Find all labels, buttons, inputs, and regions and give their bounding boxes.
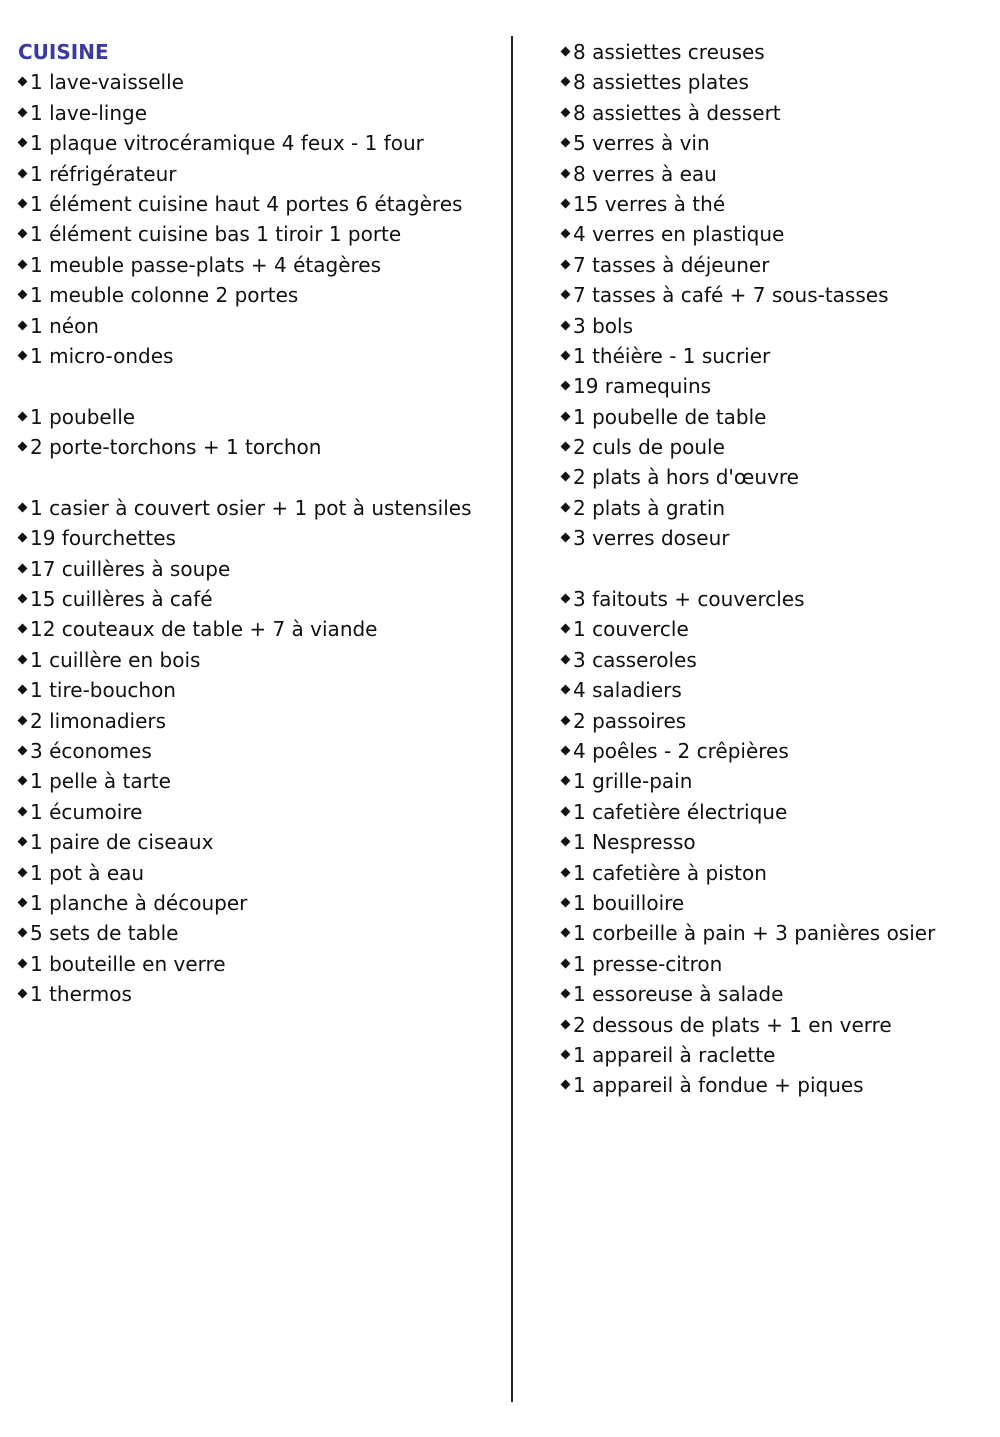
diamond-bullet-icon bbox=[561, 837, 571, 847]
list-item bbox=[561, 98, 991, 128]
list-item-text: 1 cuillère en bois bbox=[30, 647, 201, 672]
list-item bbox=[561, 523, 991, 553]
list-item-text: 3 économes bbox=[30, 738, 152, 763]
diamond-bullet-icon bbox=[18, 685, 28, 695]
left-column bbox=[18, 37, 503, 1010]
diamond-bullet-icon bbox=[18, 138, 28, 148]
list-item bbox=[561, 1070, 991, 1100]
diamond-bullet-icon bbox=[561, 442, 571, 452]
list-item-text: 12 couteaux de table + 7 à viande bbox=[30, 617, 378, 642]
list-item bbox=[561, 645, 991, 675]
list-item-text: 7 tasses à déjeuner bbox=[573, 252, 770, 277]
list-item bbox=[18, 736, 503, 766]
diamond-bullet-icon bbox=[18, 107, 28, 117]
list-item-text: 2 dessous de plats + 1 en verre bbox=[573, 1012, 892, 1037]
list-item-text: 1 corbeille à pain + 3 panières osier bbox=[573, 921, 936, 946]
list-spacer bbox=[561, 554, 991, 584]
list-item-text: 2 passoires bbox=[573, 708, 687, 733]
diamond-bullet-icon bbox=[561, 290, 571, 300]
left-inventory-list bbox=[18, 67, 503, 1009]
list-item bbox=[18, 341, 503, 371]
list-item-text: 1 casier à couvert osier + 1 pot à ustensiles bbox=[30, 495, 472, 520]
list-item bbox=[561, 67, 991, 97]
diamond-bullet-icon bbox=[561, 1080, 571, 1090]
diamond-bullet-icon bbox=[18, 958, 28, 968]
diamond-bullet-icon bbox=[18, 502, 28, 512]
list-item bbox=[561, 462, 991, 492]
list-item bbox=[18, 827, 503, 857]
list-item-text: 19 ramequins bbox=[573, 374, 712, 399]
list-item bbox=[18, 250, 503, 280]
list-item-text: 2 culs de poule bbox=[573, 435, 725, 460]
list-item bbox=[561, 706, 991, 736]
list-item bbox=[561, 1040, 991, 1070]
diamond-bullet-icon bbox=[18, 199, 28, 209]
diamond-bullet-icon bbox=[561, 867, 571, 877]
list-item bbox=[561, 797, 991, 827]
list-item-text: 4 saladiers bbox=[573, 678, 682, 703]
list-item bbox=[561, 614, 991, 644]
diamond-bullet-icon bbox=[18, 806, 28, 816]
list-item bbox=[18, 918, 503, 948]
diamond-bullet-icon bbox=[18, 715, 28, 725]
list-spacer bbox=[18, 462, 503, 492]
list-item bbox=[561, 219, 991, 249]
list-item-text: 8 verres à eau bbox=[573, 161, 717, 186]
list-item bbox=[561, 37, 991, 67]
list-item bbox=[18, 584, 503, 614]
list-item bbox=[561, 858, 991, 888]
list-item-text: 17 cuillères à soupe bbox=[30, 556, 231, 581]
list-item-text: 1 Nespresso bbox=[573, 830, 696, 855]
list-item bbox=[18, 432, 503, 462]
diamond-bullet-icon bbox=[18, 989, 28, 999]
list-item-text: 8 assiettes creuses bbox=[573, 40, 765, 64]
list-item bbox=[561, 341, 991, 371]
list-item bbox=[18, 219, 503, 249]
list-item bbox=[561, 1010, 991, 1040]
diamond-bullet-icon bbox=[561, 989, 571, 999]
diamond-bullet-icon bbox=[18, 867, 28, 877]
diamond-bullet-icon bbox=[18, 350, 28, 360]
list-item-text: 1 meuble colonne 2 portes bbox=[30, 283, 299, 308]
list-item-text: 1 appareil à raclette bbox=[573, 1042, 776, 1067]
diamond-bullet-icon bbox=[561, 259, 571, 269]
diamond-bullet-icon bbox=[561, 47, 571, 57]
diamond-bullet-icon bbox=[561, 897, 571, 907]
list-item-text: 5 verres à vin bbox=[573, 131, 710, 156]
list-item-text: 1 élément cuisine bas 1 tiroir 1 porte bbox=[30, 222, 402, 247]
diamond-bullet-icon bbox=[561, 502, 571, 512]
list-item bbox=[561, 584, 991, 614]
list-item bbox=[561, 888, 991, 918]
list-item-text: 1 théière - 1 sucrier bbox=[573, 343, 771, 368]
diamond-bullet-icon bbox=[18, 290, 28, 300]
diamond-bullet-icon bbox=[18, 624, 28, 634]
list-item bbox=[18, 675, 503, 705]
list-item bbox=[18, 949, 503, 979]
list-item bbox=[18, 554, 503, 584]
diamond-bullet-icon bbox=[561, 168, 571, 178]
list-item-text: 1 presse-citron bbox=[573, 951, 723, 976]
list-item-text: 3 faitouts + couvercles bbox=[573, 587, 805, 612]
diamond-bullet-icon bbox=[561, 77, 571, 87]
list-item bbox=[18, 979, 503, 1009]
list-item-text: 1 néon bbox=[30, 313, 99, 338]
list-item-text: 7 tasses à café + 7 sous-tasses bbox=[573, 283, 889, 308]
list-item-text: 1 poubelle de table bbox=[573, 404, 767, 429]
diamond-bullet-icon bbox=[561, 138, 571, 148]
list-item bbox=[561, 402, 991, 432]
diamond-bullet-icon bbox=[561, 381, 571, 391]
list-item bbox=[561, 949, 991, 979]
list-spacer bbox=[18, 371, 503, 401]
list-item bbox=[18, 311, 503, 341]
list-item bbox=[561, 675, 991, 705]
list-item bbox=[561, 128, 991, 158]
list-item-text: 8 assiettes à dessert bbox=[573, 100, 781, 125]
list-item bbox=[561, 311, 991, 341]
list-item-text: 4 poêles - 2 crêpières bbox=[573, 738, 789, 763]
list-item-text: 1 couvercle bbox=[573, 617, 689, 642]
diamond-bullet-icon bbox=[18, 897, 28, 907]
list-item-text: 1 élément cuisine haut 4 portes 6 étagères bbox=[30, 191, 463, 216]
list-item-text: 1 pelle à tarte bbox=[30, 769, 171, 794]
diamond-bullet-icon bbox=[561, 1049, 571, 1059]
list-item-text: 2 plats à hors d'œuvre bbox=[573, 465, 799, 490]
list-item bbox=[18, 493, 503, 523]
diamond-bullet-icon bbox=[561, 229, 571, 239]
list-item-text: 1 plaque vitrocéramique 4 feux - 1 four bbox=[30, 131, 424, 156]
list-item bbox=[18, 706, 503, 736]
list-item bbox=[18, 888, 503, 918]
diamond-bullet-icon bbox=[561, 472, 571, 482]
list-item bbox=[18, 98, 503, 128]
list-item bbox=[561, 736, 991, 766]
list-item-text: 1 meuble passe-plats + 4 étagères bbox=[30, 252, 382, 277]
list-item bbox=[561, 250, 991, 280]
diamond-bullet-icon bbox=[561, 411, 571, 421]
diamond-bullet-icon bbox=[561, 958, 571, 968]
list-item-text: 2 porte-torchons + 1 torchon bbox=[30, 435, 322, 460]
diamond-bullet-icon bbox=[18, 320, 28, 330]
list-item bbox=[561, 371, 991, 401]
diamond-bullet-icon bbox=[18, 411, 28, 421]
diamond-bullet-icon bbox=[18, 837, 28, 847]
list-item bbox=[561, 979, 991, 1009]
diamond-bullet-icon bbox=[18, 259, 28, 269]
diamond-bullet-icon bbox=[18, 442, 28, 452]
list-item-text: 3 casseroles bbox=[573, 647, 697, 672]
list-item-text: 19 fourchettes bbox=[30, 526, 176, 551]
list-item-text: 1 pot à eau bbox=[30, 860, 145, 885]
list-item-text: 1 réfrigérateur bbox=[30, 161, 177, 186]
column-divider bbox=[511, 36, 513, 1402]
diamond-bullet-icon bbox=[18, 533, 28, 543]
list-item bbox=[561, 918, 991, 948]
list-item bbox=[18, 280, 503, 310]
list-item-text: 1 bouteille en verre bbox=[30, 951, 226, 976]
list-item-text: 3 bols bbox=[573, 313, 633, 338]
list-item-text: 1 cafetière à piston bbox=[573, 860, 767, 885]
diamond-bullet-icon bbox=[18, 563, 28, 573]
list-item bbox=[561, 280, 991, 310]
diamond-bullet-icon bbox=[18, 776, 28, 786]
diamond-bullet-icon bbox=[18, 77, 28, 87]
list-item bbox=[18, 614, 503, 644]
list-item-text: 2 limonadiers bbox=[30, 708, 167, 733]
list-item-text: 1 lave-linge bbox=[30, 100, 148, 125]
list-item-text: 1 grille-pain bbox=[573, 769, 693, 794]
list-item bbox=[18, 128, 503, 158]
list-item bbox=[561, 432, 991, 462]
right-inventory-list bbox=[561, 37, 991, 1101]
list-item bbox=[18, 159, 503, 189]
list-item-text: 4 verres en plastique bbox=[573, 222, 785, 247]
diamond-bullet-icon bbox=[561, 1019, 571, 1029]
list-item-text: 1 appareil à fondue + piques bbox=[573, 1073, 864, 1098]
diamond-bullet-icon bbox=[561, 624, 571, 634]
diamond-bullet-icon bbox=[18, 746, 28, 756]
list-item bbox=[18, 402, 503, 432]
list-item-text: 1 bouilloire bbox=[573, 890, 685, 915]
list-item-text: 15 cuillères à café bbox=[30, 587, 213, 612]
list-item-text: 1 poubelle bbox=[30, 404, 136, 429]
list-item bbox=[18, 645, 503, 675]
list-item-text: 1 paire de ciseaux bbox=[30, 830, 214, 855]
list-item bbox=[18, 766, 503, 796]
diamond-bullet-icon bbox=[561, 806, 571, 816]
diamond-bullet-icon bbox=[561, 350, 571, 360]
list-item-text: 8 assiettes plates bbox=[573, 70, 749, 95]
diamond-bullet-icon bbox=[561, 746, 571, 756]
section-title: CUISINE bbox=[18, 40, 109, 64]
list-item-text: 1 planche à découper bbox=[30, 890, 248, 915]
diamond-bullet-icon bbox=[561, 928, 571, 938]
diamond-bullet-icon bbox=[18, 594, 28, 604]
right-column bbox=[561, 37, 991, 1101]
diamond-bullet-icon bbox=[561, 654, 571, 664]
diamond-bullet-icon bbox=[561, 776, 571, 786]
diamond-bullet-icon bbox=[18, 928, 28, 938]
list-item bbox=[18, 523, 503, 553]
list-item bbox=[18, 858, 503, 888]
list-item-text: 2 plats à gratin bbox=[573, 495, 726, 520]
list-item-text: 1 cafetière électrique bbox=[573, 799, 788, 824]
list-item bbox=[561, 493, 991, 523]
diamond-bullet-icon bbox=[18, 229, 28, 239]
list-item-text: 1 essoreuse à salade bbox=[573, 982, 784, 1007]
list-item-text: 15 verres à thé bbox=[573, 191, 726, 216]
diamond-bullet-icon bbox=[18, 168, 28, 178]
list-item bbox=[561, 159, 991, 189]
list-item bbox=[561, 189, 991, 219]
list-item-text: 1 micro-ondes bbox=[30, 343, 174, 368]
diamond-bullet-icon bbox=[561, 320, 571, 330]
list-item-text: 1 tire-bouchon bbox=[30, 678, 176, 703]
list-item-text: 3 verres doseur bbox=[573, 526, 730, 551]
list-item-text: 1 thermos bbox=[30, 982, 132, 1007]
diamond-bullet-icon bbox=[18, 654, 28, 664]
list-item-text: 5 sets de table bbox=[30, 921, 179, 946]
list-item bbox=[18, 797, 503, 827]
diamond-bullet-icon bbox=[561, 107, 571, 117]
diamond-bullet-icon bbox=[561, 715, 571, 725]
list-item bbox=[18, 67, 503, 97]
list-item bbox=[561, 766, 991, 796]
diamond-bullet-icon bbox=[561, 533, 571, 543]
list-item-text: 1 écumoire bbox=[30, 799, 143, 824]
list-item bbox=[18, 189, 503, 219]
diamond-bullet-icon bbox=[561, 199, 571, 209]
diamond-bullet-icon bbox=[561, 594, 571, 604]
list-item bbox=[561, 827, 991, 857]
diamond-bullet-icon bbox=[561, 685, 571, 695]
list-item-text: 1 lave-vaisselle bbox=[30, 70, 184, 95]
